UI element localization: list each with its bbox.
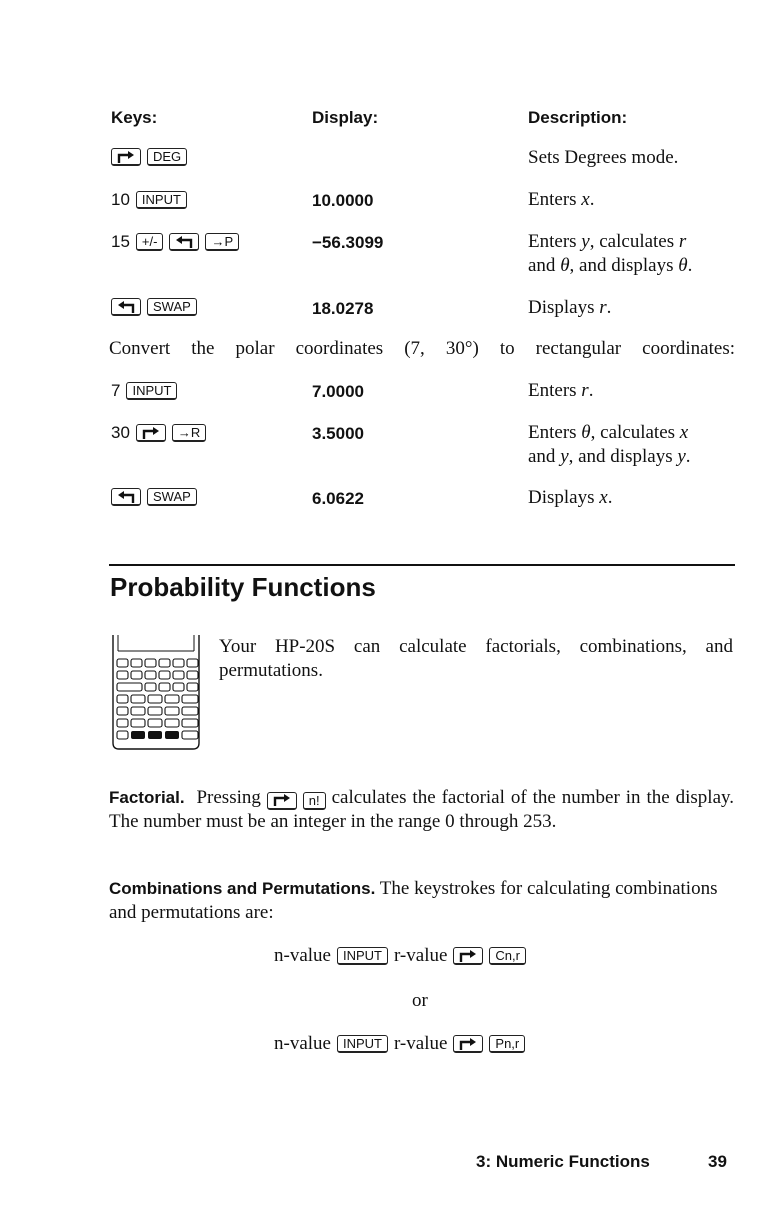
display-value: 7.0000 bbox=[312, 382, 364, 401]
key-swap: SWAP bbox=[147, 298, 197, 316]
key-factorial: n! bbox=[303, 792, 326, 810]
header-keys: Keys: bbox=[111, 108, 158, 127]
key-combinations: Cn,r bbox=[489, 947, 526, 965]
table-row-description bbox=[528, 230, 692, 278]
display-value: 6.0622 bbox=[312, 489, 364, 508]
factorial-paragraph bbox=[109, 786, 734, 834]
right-shift-key-icon bbox=[111, 148, 141, 166]
calculator-keyboard-icon bbox=[110, 635, 202, 750]
description-line-1: Enters θ, calculates x bbox=[528, 422, 689, 443]
key-to-rectangular: →R bbox=[172, 424, 206, 442]
footer-chapter: 3: Numeric Functions bbox=[476, 1152, 650, 1171]
table-row-description: Enters x. bbox=[528, 189, 595, 210]
table-row-keys bbox=[111, 232, 239, 252]
left-shift-key-icon bbox=[169, 233, 199, 251]
r-value-label: r-value bbox=[393, 1033, 448, 1054]
right-shift-key-icon bbox=[136, 424, 166, 442]
table-row-keys bbox=[111, 423, 206, 443]
table-row-keys bbox=[111, 381, 177, 401]
key-prefix: 10 bbox=[111, 190, 130, 209]
key-input: INPUT bbox=[337, 947, 388, 965]
key-permutations: Pn,r bbox=[489, 1035, 525, 1053]
table-row-keys bbox=[111, 298, 197, 316]
key-prefix: 7 bbox=[111, 381, 121, 400]
left-shift-key-icon bbox=[111, 488, 141, 506]
key-change-sign: +/- bbox=[136, 233, 164, 251]
key-input: INPUT bbox=[136, 191, 187, 209]
key-deg: DEG bbox=[147, 148, 187, 166]
key-prefix: 30 bbox=[111, 423, 130, 442]
r-value-label: r-value bbox=[393, 945, 448, 966]
section-divider bbox=[109, 564, 735, 566]
page-number: 39 bbox=[708, 1152, 727, 1171]
description-line-1: Enters y, calculates r bbox=[528, 231, 687, 252]
n-value-label: n-value bbox=[274, 1033, 331, 1054]
table-row-keys bbox=[111, 488, 197, 506]
combinations-paragraph bbox=[109, 877, 734, 925]
table-row-description: Displays r. bbox=[528, 297, 612, 318]
factorial-heading: Factorial. bbox=[109, 788, 185, 807]
display-value: 18.0278 bbox=[312, 299, 374, 318]
display-value: 10.0000 bbox=[312, 191, 374, 210]
n-value-label: n-value bbox=[274, 945, 331, 966]
right-shift-key-icon bbox=[453, 947, 483, 965]
description-line-2: and θ, and displays θ. bbox=[528, 255, 693, 276]
header-description: Description: bbox=[528, 108, 628, 127]
convert-sentence: Convert the polar coordinates (7, 30°) to rectangular coordinates: bbox=[109, 338, 735, 359]
formula-combinations bbox=[274, 945, 526, 967]
table-row-description: Enters r. bbox=[528, 380, 594, 401]
key-swap: SWAP bbox=[147, 488, 197, 506]
right-shift-key-icon bbox=[453, 1035, 483, 1053]
section-title: Probability Functions bbox=[110, 572, 376, 602]
key-to-polar: →P bbox=[205, 233, 239, 251]
combinations-heading: Combinations and Permutations. bbox=[109, 879, 376, 898]
table-row-description bbox=[528, 421, 691, 469]
intro-paragraph: Your HP-20S can calculate factorials, combinations, and permutations. bbox=[219, 636, 733, 681]
or-label: or bbox=[412, 990, 428, 1011]
table-row-description: Sets Degrees mode. bbox=[528, 147, 679, 168]
table-row-keys bbox=[111, 190, 187, 210]
right-shift-key-icon bbox=[267, 792, 297, 810]
combinations-text: The keystrokes for calculating combinations and permutations are: bbox=[109, 878, 718, 923]
factorial-text-after: calculates the factorial of the number in the display. The number must be an integer in the range 0 through 253. bbox=[109, 787, 735, 832]
display-value: −56.3099 bbox=[312, 233, 384, 252]
factorial-text-before: Pressing bbox=[196, 787, 261, 808]
key-input: INPUT bbox=[126, 382, 177, 400]
header-display: Display: bbox=[312, 108, 379, 127]
formula-permutations bbox=[274, 1033, 525, 1055]
table-row-keys bbox=[111, 148, 187, 166]
table-row-description: Displays x. bbox=[528, 487, 613, 508]
description-line-2: and y, and displays y. bbox=[528, 446, 691, 467]
key-input: INPUT bbox=[337, 1035, 388, 1053]
key-prefix: 15 bbox=[111, 232, 130, 251]
left-shift-key-icon bbox=[111, 298, 141, 316]
display-value: 3.5000 bbox=[312, 424, 364, 443]
